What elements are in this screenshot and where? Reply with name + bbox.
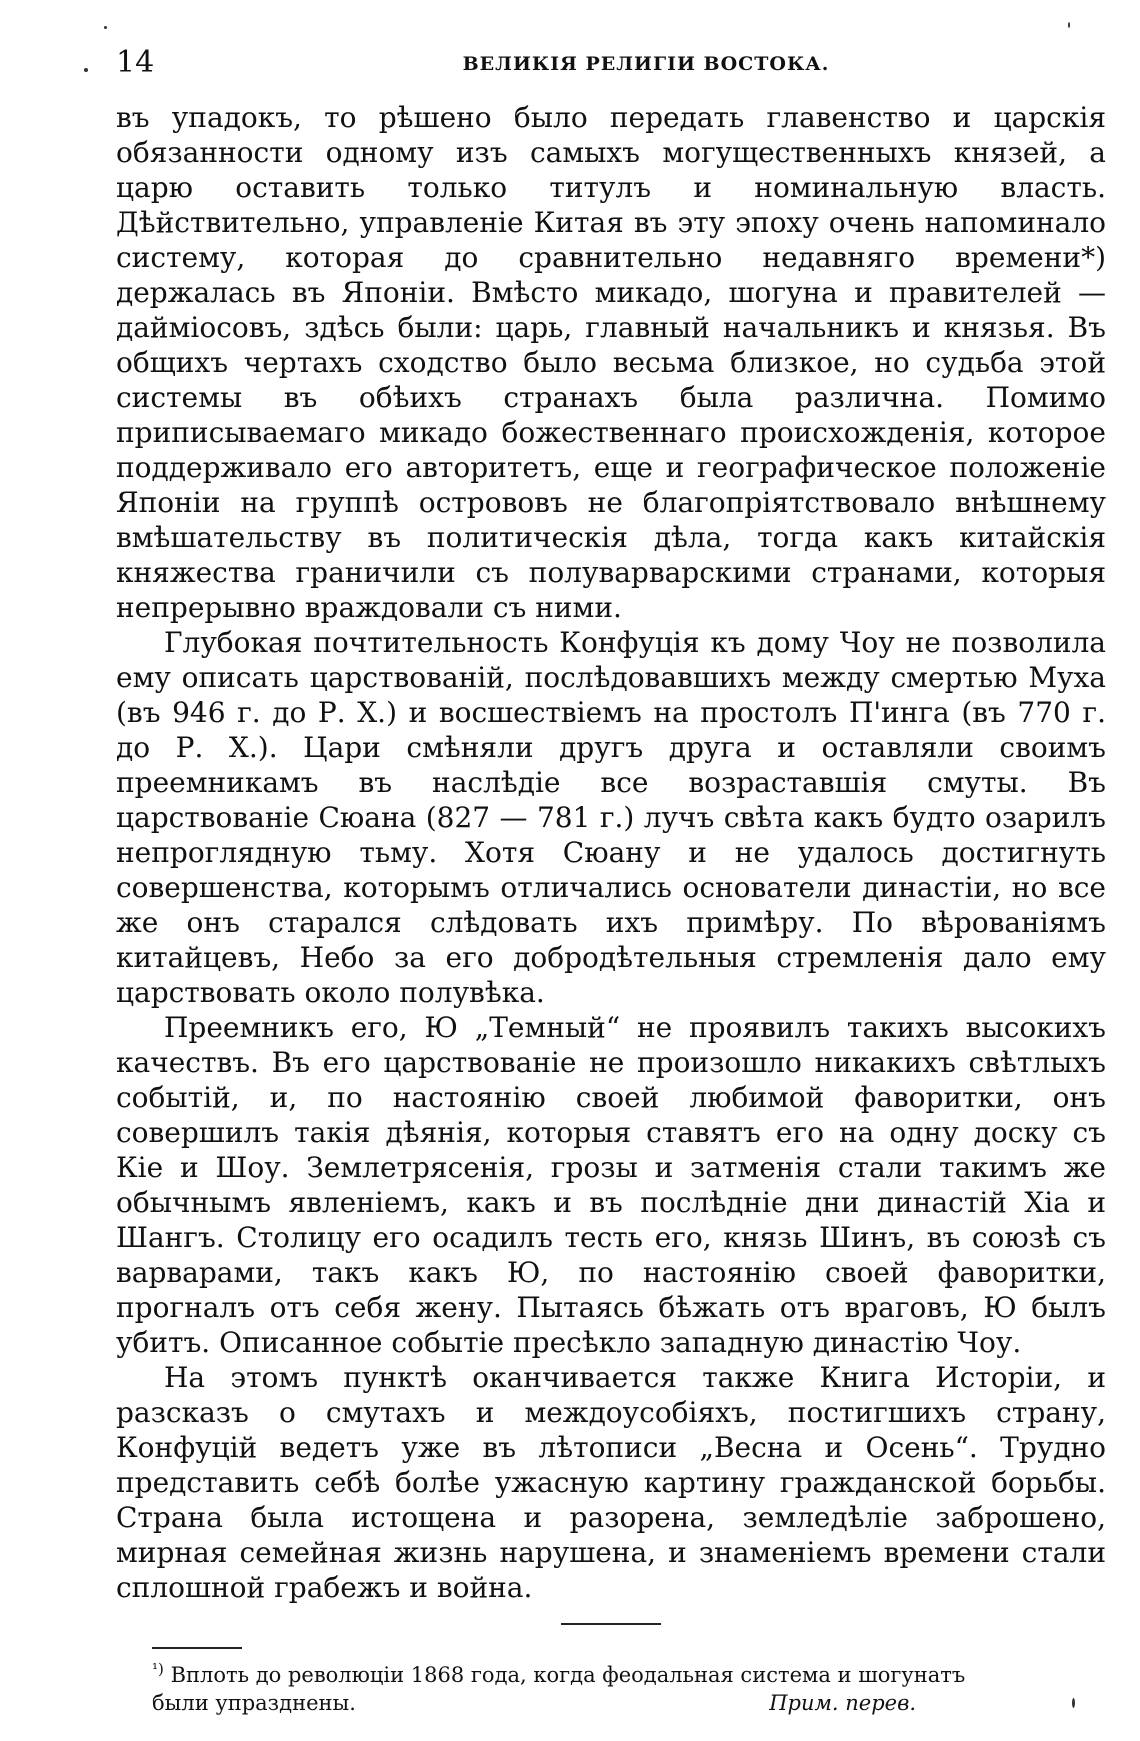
footnote-line-1 <box>152 1661 1106 1689</box>
footnote-text-2: были упразднены. <box>152 1691 356 1715</box>
footnote-text-1: Вплоть до революціи 1868 года, когда феодальная система и шогунатъ <box>170 1663 966 1687</box>
scan-speck <box>1068 22 1070 28</box>
paragraph-3: Преемникъ его, Ю „Темный“ не проявилъ такихъ высокихъ качествъ. Въ его царствованіе не произошло никакихъ свѣтлыхъ событій, и, по настоянію своей любимой фаворитки, онъ совершилъ такія дѣянія, которыя ставятъ его на одну доску съ Кіе и Шоу. Землетрясенія, грозы и затменія стали такимъ же обычнымъ явленіемъ, какъ и въ послѣдніе дни династій Хіа и Шангъ. Столицу его осадилъ тесть его, князь Шинъ, въ союзѣ съ варварами, такъ какъ Ю, по настоянію своей фаворитки, прогналъ отъ себя жену. Пытаясь бѣжать отъ враговъ, Ю былъ убитъ. Описанное событіе пресѣкло западную династію Чоу. <box>116 1011 1106 1359</box>
footnote-mark: ¹) <box>152 1660 164 1678</box>
footnote <box>116 1661 1106 1717</box>
translator-note: Прим. перев. <box>769 1691 916 1715</box>
paragraph-4: На этомъ пунктѣ оканчивается также Книга Исторіи, и разсказъ о смутахъ и междоусобіяхъ, постигшихъ страну, Конфуцій ведетъ уже въ лѣтописи „Весна и Осень“. Трудно представить себѣ болѣе ужасную картину гражданской борьбы. Страна была истощена и разорена, земледѣліе заброшено, мирная семейная жизнь нарушена, и знаменіемъ времени стали сплошной грабежъ и война. <box>116 1361 1106 1604</box>
page-header <box>116 40 1106 86</box>
body-text <box>116 100 1106 1605</box>
page-number: 14 <box>116 45 155 80</box>
scan-speck <box>1072 1698 1075 1708</box>
scan-speck <box>104 26 107 29</box>
paragraph-2: Глубокая почтительность Конфуція къ дому Чоу не позволила ему описать царствованій, послѣдовавшихъ между смертью Муха (въ 946 г. до Р. Х.) и восшествіемъ на простолъ П'инга (въ 770 г. до Р. Х.). Цари смѣняли другъ друга и оставляли своимъ преемникамъ въ наслѣдіе все возраставшія смуты. Въ царствованіе Сюана (827 — 781 г.) лучъ свѣта какъ будто озарилъ непроглядную тьму. Хотя Сюану и не удалось достигнуть совершенства, которымъ отличались основатели династіи, но все же онъ старался слѣдовать ихъ примѣру. По вѣрованіямъ китайцевъ, Небо за его добродѣтельныя стремленія дало ему царствовать около полувѣка. <box>116 626 1106 1009</box>
paragraph-1: въ упадокъ, то рѣшено было передать главенство и царскія обязанности одному изъ самыхъ могущественныхъ князей, а царю оставить только титулъ и номинальную власть. Дѣйствительно, управленіе Китая въ эту эпоху очень напоминало систему, которая до сравнительно недавняго времени*) держалась въ Японіи. Вмѣсто микадо, шогуна и правителей — дайміосовъ, здѣсь были: царь, главный начальникъ и князья. Въ общихъ чертахъ сходство было весьма близкое, но судьба этой системы въ обѣихъ странахъ была различна. Помимо приписываемаго микадо божественнаго происхожденія, которое поддерживало его авторитетъ, еще и географическое положеніе Японіи на группѣ острововъ не благопріятствовало внѣшнему вмѣшательству въ политическія дѣла, тогда какъ китайскія княжества граничили съ полуварварскими странами, которыя непрерывно враждовали съ ними. <box>116 101 1106 624</box>
running-title: ВЕЛИКІЯ РЕЛИГІИ ВОСТОКА. <box>462 53 830 75</box>
footnote-line-2 <box>152 1689 1106 1717</box>
section-divider <box>561 1623 661 1625</box>
scan-speck <box>84 68 88 72</box>
book-page <box>116 40 1106 1717</box>
footnote-rule <box>152 1647 242 1649</box>
